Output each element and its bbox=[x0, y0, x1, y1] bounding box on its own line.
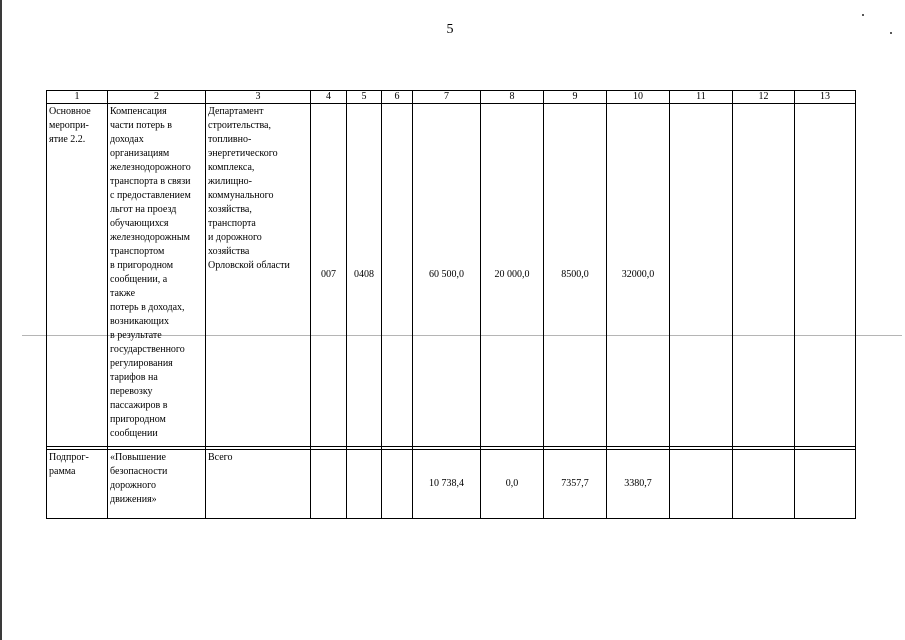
cell-line: безопасности bbox=[110, 466, 168, 477]
amount-cell bbox=[670, 450, 733, 519]
header-cell: 12 bbox=[733, 91, 795, 104]
code-grbs-cell: 007 bbox=[311, 104, 347, 447]
amount-total-cell: 60 500,0 bbox=[413, 104, 481, 447]
page-number: 5 bbox=[446, 22, 454, 37]
cell-line: меропри- bbox=[49, 120, 89, 131]
cell-line: льгот на проезд bbox=[110, 204, 177, 215]
cell-line: сообщении bbox=[110, 428, 158, 439]
cell-line: строительства, bbox=[208, 120, 271, 131]
header-cell: 9 bbox=[544, 91, 607, 104]
header-cell: 4 bbox=[311, 91, 347, 104]
header-cell: 2 bbox=[108, 91, 206, 104]
amount-cell: 7357,7 bbox=[544, 450, 607, 519]
cell-line: также bbox=[110, 288, 136, 299]
table-row bbox=[47, 104, 856, 447]
table-row bbox=[47, 450, 856, 519]
cell-line: хозяйства, bbox=[208, 204, 252, 215]
cell-line: транспорта в связи bbox=[110, 176, 191, 187]
header-cell: 13 bbox=[795, 91, 856, 104]
amount-cell: 8500,0 bbox=[544, 104, 607, 447]
amount-cell bbox=[733, 450, 795, 519]
scan-speck bbox=[862, 14, 864, 16]
header-cell: 6 bbox=[382, 91, 413, 104]
code-rzpr-cell bbox=[347, 450, 382, 519]
cell-line: регулирования bbox=[110, 358, 173, 369]
cell-line: железнодорожного bbox=[110, 162, 191, 173]
header-cell: 5 bbox=[347, 91, 382, 104]
code-csr-cell bbox=[382, 104, 413, 447]
cell-line: Департамент bbox=[208, 106, 264, 117]
table-header-row bbox=[47, 91, 856, 104]
cell-line: обучающихся bbox=[110, 218, 169, 229]
cell-line: дорожного bbox=[110, 480, 156, 491]
cell-line: рамма bbox=[49, 466, 76, 477]
cell-line: комплекса, bbox=[208, 162, 255, 173]
code-rzpr-cell: 0408 bbox=[347, 104, 382, 447]
cell-line: движения» bbox=[110, 494, 157, 505]
header-cell: 3 bbox=[206, 91, 311, 104]
cell-line: сообщении, а bbox=[110, 274, 168, 285]
cell-line: части потерь в bbox=[110, 120, 172, 131]
cell-line: организациям bbox=[110, 148, 170, 159]
cell-line: в пригородном bbox=[110, 260, 174, 271]
amount-cell bbox=[795, 104, 856, 447]
cell-line: возникающих bbox=[110, 316, 169, 327]
cell-line: перевозку bbox=[110, 386, 153, 397]
cell-line: энергетического bbox=[208, 148, 278, 159]
description-cell bbox=[108, 104, 206, 447]
cell-line: государственного bbox=[110, 344, 185, 355]
executor-cell bbox=[206, 450, 311, 519]
cell-line: Подпрог- bbox=[49, 452, 89, 463]
description-cell bbox=[108, 450, 206, 519]
scan-left-edge bbox=[0, 0, 2, 640]
cell-line: транспорта bbox=[208, 218, 256, 229]
header-cell: 7 bbox=[413, 91, 481, 104]
amount-cell: 0,0 bbox=[481, 450, 544, 519]
amount-total-cell: 10 738,4 bbox=[413, 450, 481, 519]
executor-cell bbox=[206, 104, 311, 447]
cell-line: и дорожного bbox=[208, 232, 262, 243]
cell-line: с предоставлением bbox=[110, 190, 191, 201]
amount-cell bbox=[670, 104, 733, 447]
amount-cell: 3380,7 bbox=[607, 450, 670, 519]
amount-cell: 20 000,0 bbox=[481, 104, 544, 447]
cell-line: Компенсация bbox=[110, 106, 167, 117]
cell-line: ятие 2.2. bbox=[49, 134, 86, 145]
cell-line: хозяйства bbox=[208, 246, 250, 257]
header-cell: 8 bbox=[481, 91, 544, 104]
cell-line: в результате bbox=[110, 330, 162, 341]
cell-line: тарифов на bbox=[110, 372, 158, 383]
cell-line: жилищно- bbox=[208, 176, 252, 187]
amount-cell bbox=[733, 104, 795, 447]
cell-line: топливно- bbox=[208, 134, 252, 145]
header-cell: 11 bbox=[670, 91, 733, 104]
header-cell: 1 bbox=[47, 91, 108, 104]
cell-line: железнодорожным bbox=[110, 232, 190, 243]
cell-line: потерь в доходах, bbox=[110, 302, 185, 313]
amount-cell: 32000,0 bbox=[607, 104, 670, 447]
code-csr-cell bbox=[382, 450, 413, 519]
cell-line: доходах bbox=[110, 134, 144, 145]
cell-line: Всего bbox=[208, 452, 233, 463]
event-type-cell bbox=[47, 104, 108, 447]
cell-line: пригородном bbox=[110, 414, 166, 425]
cell-line: Основное bbox=[49, 106, 91, 117]
cell-line: «Повышение bbox=[110, 452, 166, 463]
budget-table bbox=[46, 90, 856, 519]
cell-line: транспортом bbox=[110, 246, 165, 257]
cell-line: пассажиров в bbox=[110, 400, 168, 411]
cell-line: коммунального bbox=[208, 190, 274, 201]
header-cell: 10 bbox=[607, 91, 670, 104]
scan-speck bbox=[890, 32, 892, 34]
code-grbs-cell bbox=[311, 450, 347, 519]
amount-cell bbox=[795, 450, 856, 519]
event-type-cell bbox=[47, 450, 108, 519]
cell-line: Орловской области bbox=[208, 260, 290, 271]
